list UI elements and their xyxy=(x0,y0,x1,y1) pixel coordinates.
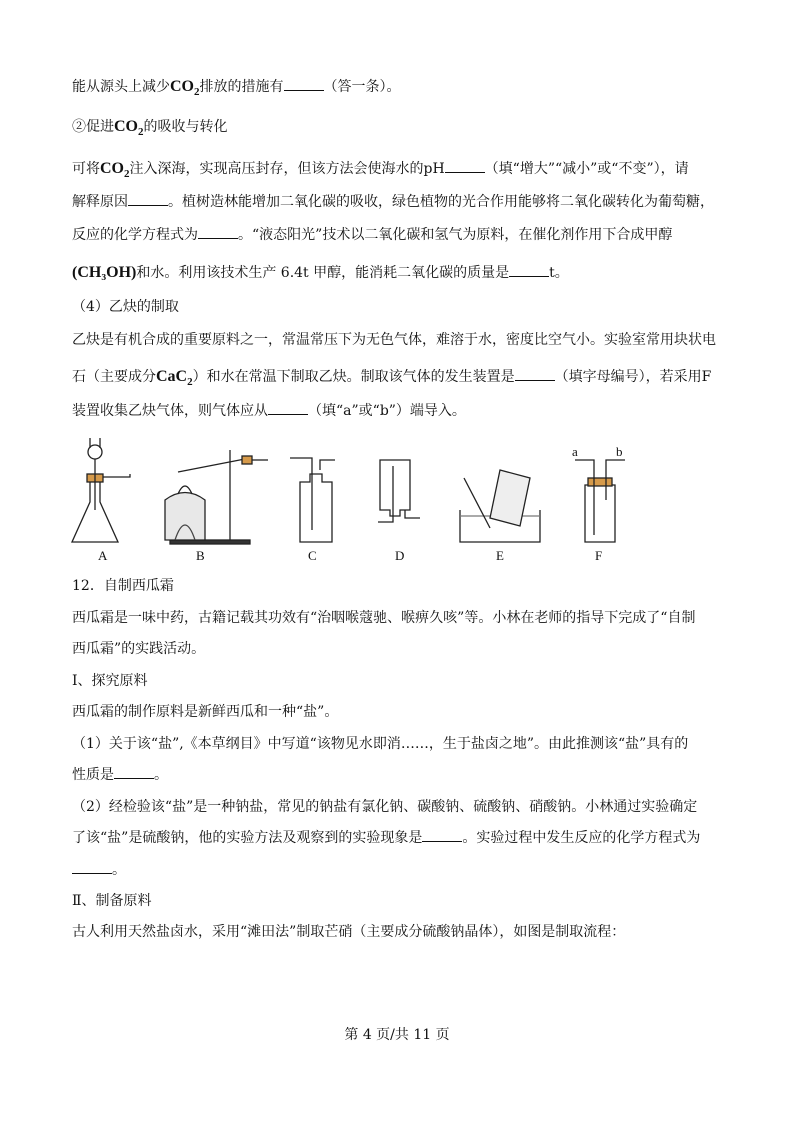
text: 12．自制西瓜霜 xyxy=(72,578,174,594)
text-line xyxy=(72,733,732,755)
answer-blank[interactable] xyxy=(515,366,555,381)
text: 。实验过程中发生反应的化学方程式为 xyxy=(462,830,701,846)
text: 。植树造林能增加二氧化碳的吸收，绿色植物的光合作用能够将二氧化碳转化为葡萄糖， xyxy=(168,194,714,210)
apparatus-b xyxy=(165,450,268,544)
text: Ⅰ、探究原料 xyxy=(72,673,148,689)
answer-blank[interactable] xyxy=(445,158,485,173)
text: 西瓜霜”的实践活动。 xyxy=(72,641,206,657)
text: ②促进 xyxy=(72,119,114,135)
formula-co2: $CO_2$ xyxy=(100,160,130,181)
text: ）和水在常温下制取乙炔。制取该气体的发生装置是 xyxy=(192,369,515,385)
text: 注入深海，实现高压封存，但该方法会使海水的pH xyxy=(129,161,445,177)
answer-blank[interactable] xyxy=(128,191,168,206)
apparatus-drawing xyxy=(60,430,660,570)
text-line xyxy=(72,191,732,213)
answer-blank[interactable] xyxy=(268,400,308,415)
text-line xyxy=(72,701,732,723)
text: 。 xyxy=(112,862,126,878)
text: 反应的化学方程式为 xyxy=(72,227,198,243)
answer-blank[interactable] xyxy=(284,76,324,91)
apparatus-figure xyxy=(60,430,660,570)
text: （4）乙炔的制取 xyxy=(72,299,179,315)
label-d: D xyxy=(395,548,405,563)
answer-blank[interactable] xyxy=(509,262,549,277)
apparatus-a xyxy=(72,438,130,542)
question-heading xyxy=(72,575,732,597)
text: 。“液态阳光”技术以二氧化碳和氢气为原料，在催化剂作用下合成甲醇 xyxy=(238,227,673,243)
text: 西瓜霜是一味中药，古籍记载其功效有“治咽喉蔻驰、喉痹久咳”等。小林在老师的指导下完成了“自制 xyxy=(72,610,696,626)
text-line xyxy=(72,262,732,284)
text-line xyxy=(72,224,732,246)
text-line xyxy=(72,859,732,881)
text: 解释原因 xyxy=(72,194,128,210)
label-c: C xyxy=(308,548,317,563)
text-line xyxy=(72,329,732,351)
section-heading xyxy=(72,296,732,318)
text: （填“增大”“减小”或“不变”），请 xyxy=(484,161,689,177)
formula-co2: $CO_2$ xyxy=(114,118,144,139)
text-line xyxy=(72,366,732,393)
label-e: E xyxy=(496,548,504,563)
text-line xyxy=(72,158,732,185)
answer-blank[interactable] xyxy=(422,827,462,842)
text: 。 xyxy=(154,767,168,783)
apparatus-c xyxy=(290,458,335,542)
text: t。 xyxy=(549,265,569,281)
port-label-b: b xyxy=(616,444,623,459)
text: Ⅱ、制备原料 xyxy=(72,893,152,909)
text: 古人利用天然盐卤水，采用“滩田法”制取芒硝（主要成分硫酸钠晶体），如图是制取流程： xyxy=(72,924,626,940)
label-f: F xyxy=(595,548,603,563)
label-a: A xyxy=(98,548,108,563)
text: 能从源头上减少 xyxy=(72,79,170,95)
text-line xyxy=(72,921,732,943)
text-line xyxy=(72,116,732,143)
text: （1）关于该“盐”,《本草纲目》中写道“该物见水即消……，生于盐卤之地”。由此推测该“盐”具有的 xyxy=(72,736,689,752)
port-label-a: a xyxy=(572,444,578,459)
page-footer: 第 4 页/共 11 页 xyxy=(344,1027,450,1043)
apparatus-f xyxy=(575,460,625,542)
text: 的吸收与转化 xyxy=(143,119,228,135)
answer-blank[interactable] xyxy=(72,859,112,874)
text: （填“a”或“b”）端导入。 xyxy=(308,403,466,419)
text: 乙炔是有机合成的重要原料之一，常温常压下为无色气体，难溶于水，密度比空气小。实验室常用块状电 xyxy=(72,332,716,348)
text: 可将 xyxy=(72,161,100,177)
text: （填字母编号），若采用F xyxy=(554,369,712,385)
text-line xyxy=(72,827,732,849)
label-b: B xyxy=(196,548,205,563)
formula-ch3oh: (CH₃OH) xyxy=(72,264,137,281)
text: 和水。利用该技术生产 6.4t 甲醇，能消耗二氧化碳的质量是 xyxy=(136,265,510,281)
text: 了该“盐”是硫酸钠，他的实验方法及观察到的实验现象是 xyxy=(72,830,423,846)
text: 装置收集乙炔气体，则气体应从 xyxy=(72,403,268,419)
text: 性质是 xyxy=(72,767,114,783)
text-line xyxy=(72,764,732,786)
apparatus-d xyxy=(378,460,420,522)
text-line xyxy=(72,400,732,422)
formula-cac2: CaC$_2$ xyxy=(156,368,193,389)
text-line xyxy=(72,638,732,660)
text: 石（主要成分 xyxy=(72,369,156,385)
section-heading xyxy=(72,890,732,912)
text: 排放的措施有 xyxy=(199,79,284,95)
text-line xyxy=(72,607,732,629)
text-line xyxy=(72,796,732,818)
text: （2）经检验该“盐”是一种钠盐，常见的钠盐有氯化钠、碳酸钠、硫酸钠、硝酸钠。小林通过实验确定 xyxy=(72,799,698,815)
text: （答一条）。 xyxy=(323,79,401,95)
apparatus-e xyxy=(460,470,540,542)
answer-blank[interactable] xyxy=(114,764,154,779)
text: 西瓜霜的制作原料是新鲜西瓜和一种“盐”。 xyxy=(72,704,339,720)
answer-blank[interactable] xyxy=(198,224,238,239)
formula-co2: $CO_2$ xyxy=(170,78,200,99)
text-line xyxy=(72,76,732,103)
section-heading xyxy=(72,670,732,692)
